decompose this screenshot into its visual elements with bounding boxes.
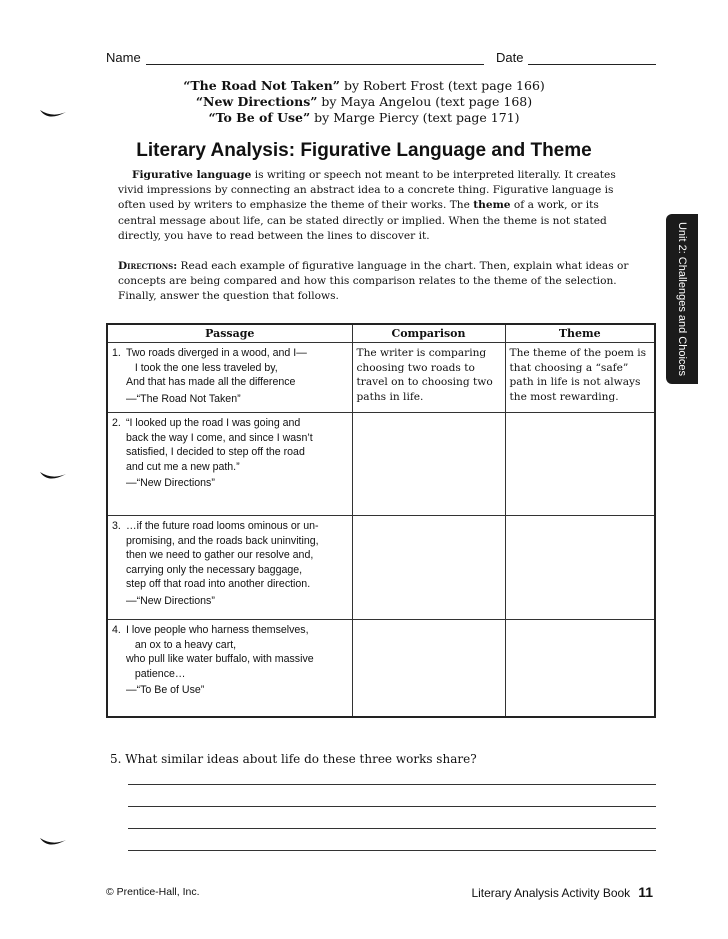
footer-book: Literary Analysis Activity Book 11 xyxy=(471,884,653,900)
passage-cell: 1. Two roads diverged in a wood, and I— I took the one less traveled by, And that has made all the difference —“The Road Not Taken” xyxy=(107,343,352,413)
intro-paragraph: Figurative language is writing or speech not meant to be interpreted literally. It creates vivid impressions by connecting an abstract idea to a concrete thing. Figurative language is often used by writers to emphasize the theme of their works. The theme of a work, or its central message about life, can be stated directly or implied. When the theme is not stated directly, you have to read between the lines to discover it. xyxy=(118,169,616,242)
binder-hole-mark xyxy=(38,108,68,122)
table-row xyxy=(107,343,655,413)
date-field[interactable] xyxy=(528,64,656,65)
name-field[interactable] xyxy=(146,64,484,65)
question-5: 5. What similar ideas about life do these three works share? xyxy=(110,752,477,766)
passage-cell: 2. “I looked up the road I was going and back the way I come, and since I wasn’t satisfied, I decided to step off the road and cut me a new path.” —“New Directions” xyxy=(107,413,352,516)
page-title: Literary Analysis: Figurative Language and Theme xyxy=(136,140,592,161)
page-number: 11 xyxy=(638,884,653,900)
answer-line[interactable] xyxy=(128,784,656,785)
date-label: Date xyxy=(496,50,524,65)
answer-line[interactable] xyxy=(128,828,656,829)
table-row xyxy=(107,516,655,620)
table-row xyxy=(107,620,655,717)
theme-cell[interactable] xyxy=(505,516,655,620)
header-theme: Theme xyxy=(505,324,655,343)
comparison-cell[interactable] xyxy=(352,516,505,620)
theme-cell[interactable] xyxy=(505,413,655,516)
comparison-cell[interactable] xyxy=(352,413,505,516)
answer-line[interactable] xyxy=(128,850,656,851)
header-passage: Passage xyxy=(107,324,352,343)
theme-cell[interactable]: The theme of the poem is that choosing a “safe” path in life is not always the most rewarding. xyxy=(505,343,655,413)
binder-hole-mark xyxy=(38,470,68,484)
analysis-chart xyxy=(106,323,656,718)
passage-cell: 3. …if the future road looms ominous or un- promising, and the roads back uninviting, then we need to gather our resolve and, carrying only the necessary baggage, step off that road into another direction. —“New Directions” xyxy=(107,516,352,620)
comparison-cell[interactable]: The writer is comparing choosing two roads to travel on to choosing two paths in life. xyxy=(352,343,505,413)
header-comparison: Comparison xyxy=(352,324,505,343)
unit-side-tab: Unit 2: Challenges and Choices xyxy=(666,214,698,384)
copyright: © Prentice-Hall, Inc. xyxy=(106,886,200,898)
passage-cell: 4. I love people who harness themselves, an ox to a heavy cart, who pull like water buffalo, with massive patience… —“To Be of Use” xyxy=(107,620,352,717)
table-header-row xyxy=(107,324,655,343)
reading-3: “To Be of Use” by Marge Piercy (text page 171) xyxy=(208,110,520,125)
directions-paragraph: Directions: Read each example of figurative language in the chart. Then, explain what ideas or concepts are being compared and how this comparison relates to the theme of the selection. Finally, answer the question that follows. xyxy=(118,260,629,303)
reading-2: “New Directions” by Maya Angelou (text page 168) xyxy=(195,94,533,109)
name-label: Name xyxy=(106,50,141,65)
comparison-cell[interactable] xyxy=(352,620,505,717)
binder-hole-mark xyxy=(38,836,68,850)
table-row xyxy=(107,413,655,516)
reading-1: “The Road Not Taken” by Robert Frost (text page 166) xyxy=(183,78,545,93)
theme-cell[interactable] xyxy=(505,620,655,717)
answer-line[interactable] xyxy=(128,806,656,807)
